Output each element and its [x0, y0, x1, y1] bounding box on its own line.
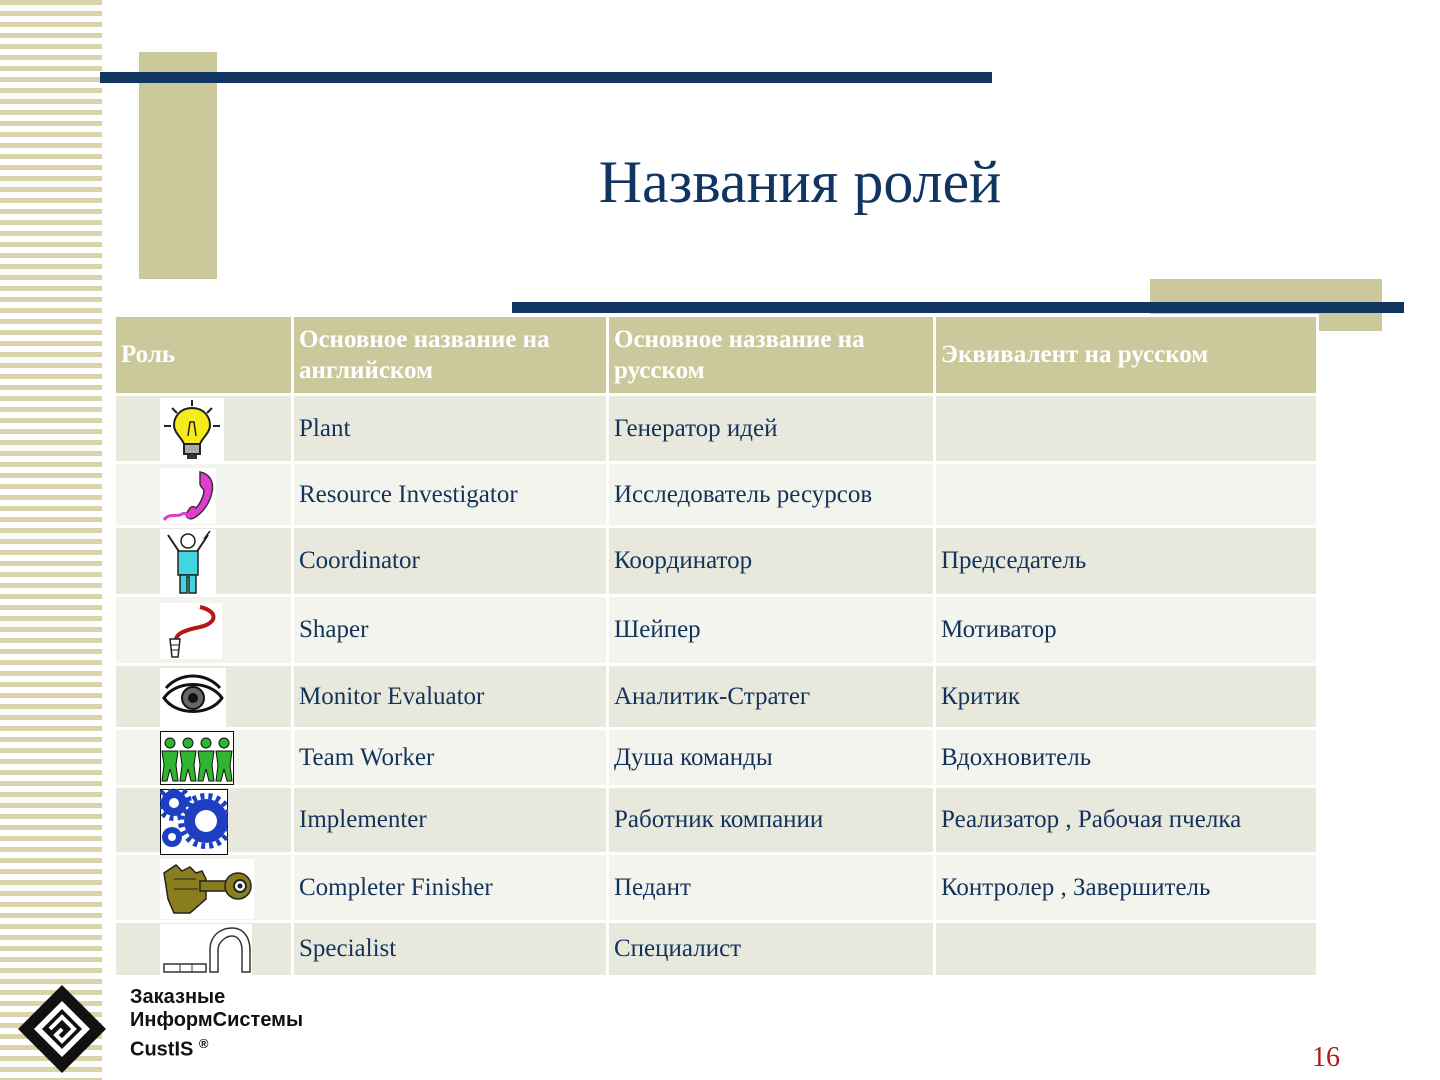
- company-line-1: Заказные: [130, 986, 226, 1008]
- table-header-row: [115, 316, 1318, 395]
- registered-mark: ®: [198, 1036, 209, 1051]
- russian-name: Работник компании: [608, 787, 935, 854]
- company-line-2: ИнформСистемы: [130, 1009, 304, 1031]
- english-name: Implementer: [293, 787, 608, 854]
- russian-name: Генератор идей: [608, 395, 935, 463]
- role-icon-cell: [115, 922, 293, 977]
- equivalent-name: [935, 922, 1318, 977]
- russian-name: Аналитик-Стратег: [608, 665, 935, 729]
- equivalent-name: Председатель: [935, 527, 1318, 596]
- header-equivalent: Эквивалент на русском: [935, 316, 1318, 395]
- eye-icon: [160, 668, 226, 728]
- telephone-icon: [160, 468, 216, 524]
- role-icon-cell: [115, 596, 293, 665]
- role-icon-cell: [115, 729, 293, 787]
- paper-people-icon: [160, 731, 234, 785]
- table-row: [115, 922, 1318, 977]
- english-name: Completer Finisher: [293, 854, 608, 922]
- hand-wrench-icon: [160, 859, 254, 919]
- role-icon-cell: [115, 527, 293, 596]
- english-name: Coordinator: [293, 527, 608, 596]
- english-name: Specialist: [293, 922, 608, 977]
- roles-table: [113, 314, 1319, 978]
- decorative-stripes: [0, 0, 102, 1080]
- table-row: [115, 596, 1318, 665]
- role-icon-cell: [115, 463, 293, 527]
- english-name: Monitor Evaluator: [293, 665, 608, 729]
- equivalent-name: Мотиватор: [935, 596, 1318, 665]
- table-row: [115, 527, 1318, 596]
- custis-logo-icon: [16, 983, 108, 1075]
- table-row: [115, 729, 1318, 787]
- role-icon-cell: [115, 787, 293, 854]
- english-name: Team Worker: [293, 729, 608, 787]
- role-icon-cell: [115, 665, 293, 729]
- header-russian: Основное название на русском: [608, 316, 935, 395]
- english-name: Shaper: [293, 596, 608, 665]
- lightbulb-icon: [160, 398, 224, 462]
- conductor-icon: [160, 529, 216, 595]
- whip-icon: [160, 603, 222, 659]
- equivalent-name: [935, 395, 1318, 463]
- company-line-3: CustIS: [130, 1038, 194, 1061]
- table-row: [115, 665, 1318, 729]
- russian-name: Исследователь ресурсов: [608, 463, 935, 527]
- magnet-tool-icon: [160, 924, 252, 976]
- equivalent-name: Вдохновитель: [935, 729, 1318, 787]
- decorative-navy-bar-mid: [512, 302, 1404, 313]
- decorative-olive-block-top: [139, 52, 217, 279]
- russian-name: Педант: [608, 854, 935, 922]
- role-icon-cell: [115, 395, 293, 463]
- table-row: [115, 787, 1318, 854]
- equivalent-name: [935, 463, 1318, 527]
- russian-name: Специалист: [608, 922, 935, 977]
- english-name: Resource Investigator: [293, 463, 608, 527]
- equivalent-name: Критик: [935, 665, 1318, 729]
- russian-name: Душа команды: [608, 729, 935, 787]
- role-icon-cell: [115, 854, 293, 922]
- table-row: [115, 395, 1318, 463]
- equivalent-name: Реализатор , Рабочая пчелка: [935, 787, 1318, 854]
- table-row: [115, 854, 1318, 922]
- english-name: Plant: [293, 395, 608, 463]
- page-number: 16: [1312, 1042, 1340, 1073]
- table-row: [115, 463, 1318, 527]
- decorative-navy-bar-top: [100, 72, 992, 83]
- gears-icon: [160, 789, 228, 855]
- equivalent-name: Контролер , Завершитель: [935, 854, 1318, 922]
- slide-title: Названия ролей: [598, 149, 1002, 215]
- russian-name: Шейпер: [608, 596, 935, 665]
- header-role: Роль: [115, 316, 293, 395]
- header-english: Основное название на английском: [293, 316, 608, 395]
- russian-name: Координатор: [608, 527, 935, 596]
- company-name: [130, 986, 303, 1062]
